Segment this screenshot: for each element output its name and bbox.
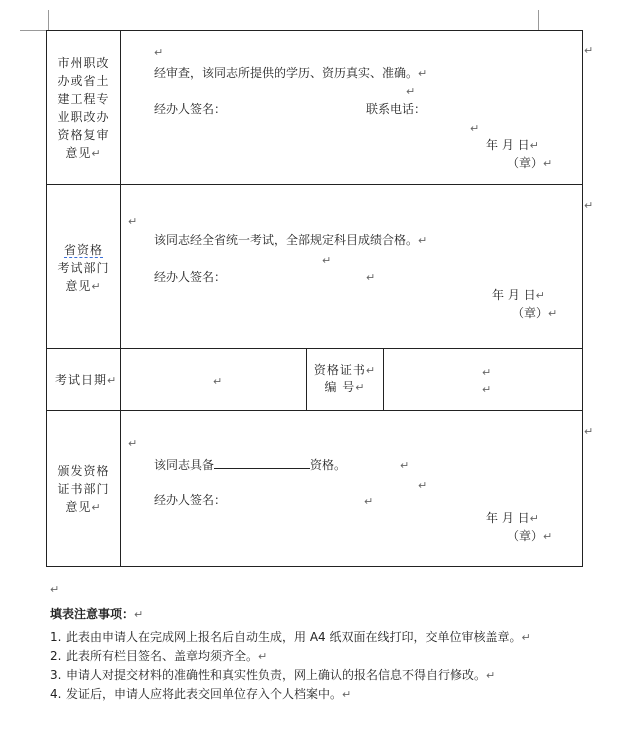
paragraph-mark: ↵ xyxy=(366,271,376,284)
paragraph-mark: ↵ xyxy=(584,425,594,438)
section4-statement: 该同志具备 资格。 xyxy=(154,458,347,472)
certificate-number-label xyxy=(307,362,383,396)
paragraph-mark: ↵ xyxy=(482,383,492,396)
label-line: 颁发资格 xyxy=(57,464,110,478)
table-border-right xyxy=(582,30,583,567)
paragraph-mark: ↵ xyxy=(406,85,416,98)
label-line: 资格证书↵ xyxy=(313,363,377,377)
paragraph-mark: ↵ xyxy=(584,44,594,57)
section4-label xyxy=(47,462,120,516)
paragraph-mark: ↵ xyxy=(213,375,223,388)
crop-mark-top-right xyxy=(538,10,540,30)
paragraph-mark: ↵ xyxy=(50,583,60,596)
label-line: 证书部门 xyxy=(57,482,110,496)
paragraph-mark: ↵ xyxy=(128,437,138,450)
label-line: 市州职改 xyxy=(57,56,110,70)
label-line: 建工程专 xyxy=(57,92,110,106)
note-item: 3. 申请人对提交材料的准确性和真实性负责，网上确认的报名信息不得自行修改。↵ xyxy=(50,668,496,682)
section1-seal: （章）↵ xyxy=(507,156,553,170)
label-line: 意见↵ xyxy=(65,279,102,293)
notes-heading: 填表注意事项：↵ xyxy=(50,607,144,621)
section1-statement: 经审查，该同志所提供的学历、资历真实、准确。↵ xyxy=(154,66,428,80)
section2-signature-label: 经办人签名： xyxy=(154,270,227,284)
paragraph-mark: ↵ xyxy=(364,495,374,508)
paragraph-mark: ↵ xyxy=(584,199,594,212)
label-line: 意见↵ xyxy=(65,500,102,514)
section4-seal: （章）↵ xyxy=(507,529,553,543)
section1-signature-label: 经办人签名： xyxy=(154,102,227,116)
label-line: 办或省土 xyxy=(57,74,110,88)
table-column-divider xyxy=(383,348,384,411)
table-row-divider xyxy=(46,348,583,349)
filling-notes xyxy=(50,605,610,704)
label-line: 省资格 xyxy=(63,243,103,257)
section1-label xyxy=(47,54,120,162)
label-line: 意见↵ xyxy=(65,146,102,160)
section4-signature-label: 经办人签名： xyxy=(154,493,227,507)
qualification-blank[interactable] xyxy=(214,456,310,469)
paragraph-mark: ↵ xyxy=(470,122,480,135)
table-row-divider xyxy=(46,410,583,411)
label-line: 编 号↵ xyxy=(324,380,366,394)
label-line: 考试部门 xyxy=(57,261,110,275)
label-line: 业职改办 xyxy=(57,110,110,124)
table-column-divider xyxy=(120,30,121,567)
section4-date: 年 月 日↵ xyxy=(486,511,539,525)
note-item: 1. 此表由申请人在完成网上报名后自动生成，用 A4 纸双面在线打印，交单位审核盖章。↵ xyxy=(50,630,531,644)
note-item: 4. 发证后，申请人应将此表交回单位存入个人档案中。↵ xyxy=(50,687,352,701)
table-border-top xyxy=(46,30,583,31)
paragraph-mark: ↵ xyxy=(418,479,428,492)
paragraph-mark: ↵ xyxy=(322,254,332,267)
section2-label xyxy=(47,241,120,295)
note-item: 2. 此表所有栏目签名、盖章均须齐全。↵ xyxy=(50,649,268,663)
label-line: 资格复审 xyxy=(57,128,110,142)
section1-phone-label: 联系电话： xyxy=(366,102,427,116)
table-row-divider xyxy=(46,184,583,185)
section1-date: 年 月 日↵ xyxy=(486,138,539,152)
paragraph-mark: ↵ xyxy=(154,46,164,59)
crop-mark-top-left-h xyxy=(20,29,48,31)
section2-seal: （章）↵ xyxy=(512,306,558,320)
crop-mark-top-left xyxy=(40,10,49,30)
section2-statement: 该同志经全省统一考试，全部规定科目成绩合格。↵ xyxy=(154,233,428,247)
paragraph-mark: ↵ xyxy=(482,366,492,379)
table-border-bottom xyxy=(46,566,583,567)
exam-date-label: 考试日期↵ xyxy=(55,373,118,387)
paragraph-mark: ↵ xyxy=(400,459,410,472)
paragraph-mark: ↵ xyxy=(128,215,138,228)
section2-date: 年 月 日↵ xyxy=(492,288,545,302)
